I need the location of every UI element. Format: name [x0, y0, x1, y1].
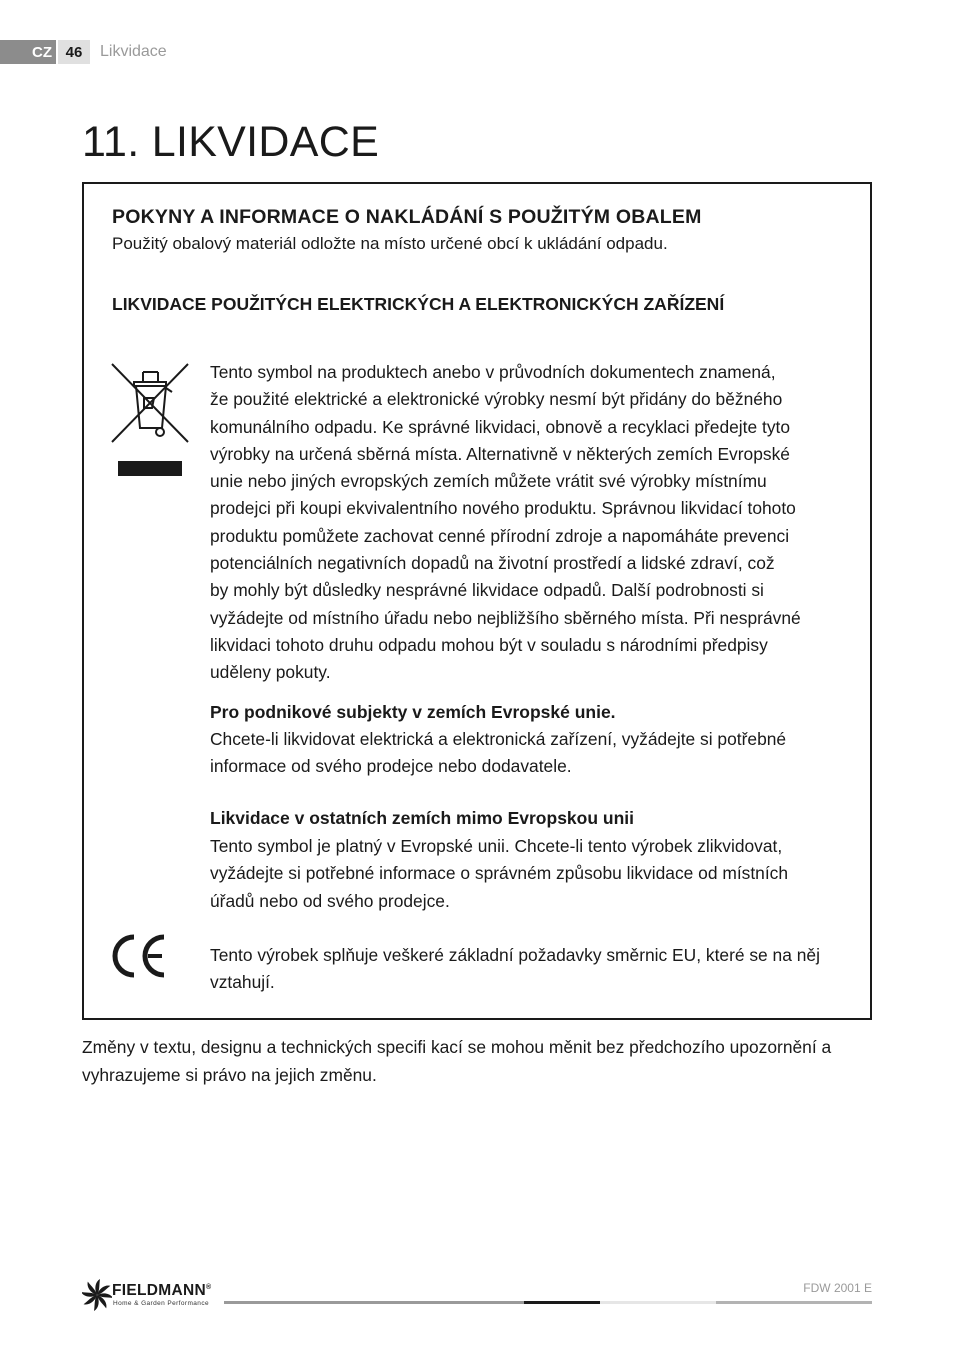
- packaging-text: Použitý obalový materiál odložte na místo určené obcí k ukládání odpadu.: [112, 234, 668, 253]
- footer-rule-segment: [524, 1301, 600, 1304]
- page-header: [0, 40, 167, 64]
- footer-rule-segment: [716, 1301, 872, 1304]
- section-name: Likvidace: [100, 43, 167, 60]
- footer-rule-segment: [224, 1301, 524, 1304]
- fan-leaf-icon: [82, 1278, 112, 1312]
- changes-disclaimer: Změny v textu, designu a technických specifi kací se mohou měnit bez předchozího upozornění a vyhrazujeme si právo na jejich změnu.: [82, 1037, 832, 1085]
- ce-mark-icon: [110, 932, 170, 980]
- disposal-info-box: [82, 182, 872, 1020]
- ce-text: Tento výrobek splňuje veškeré základní požadavky směrnic EU, které se na něj vztahují.: [210, 945, 820, 993]
- brand-name: FIELDMANN®: [112, 1282, 212, 1299]
- language-tab: CZ: [0, 40, 56, 64]
- weee-heading: LIKVIDACE POUŽITÝCH ELEKTRICKÝCH A ELEKTRONICKÝCH ZAŘÍZENÍ: [112, 294, 725, 314]
- packaging-heading: POKYNY A INFORMACE O NAKLÁDÁNÍ S POUŽITÝM OBALEM: [112, 206, 702, 228]
- fieldmann-logo: [82, 1278, 222, 1312]
- page-title: 11. LIKVIDACE: [82, 118, 380, 166]
- eu-business-text: Chcete-li likvidovat elektrická a elektronická zařízení, vyžádejte si potřebné informace od svého prodejce nebo dodavatele.: [210, 729, 787, 777]
- weee-text: Tento symbol na produktech anebo v průvodních dokumentech znamená, že použité elektrické a elektronické výrobky nesmí být přidány do běžného komunálního odpadu. Ke správné likvidaci, obnově a recyklaci předejte tyto výrobky na určená sběrná místa. Alternativně v některých zemích Evropské unie nebo jiných evropských zemích můžete vrátit své výrobky místnímu prodejci při koupi ekvivalentního nového produktu. Správnou likvidací tohoto produktu pomůžete zachovat cenné přírodní zdroje a napomáháte prevenci potenciálních negativních dopadů na životní prostředí a lidské zdraví, což by mohly být důsledky nesprávné likvidace odpadů. Další podrobnosti si vyžádejte od místního úřadu nebo nejbližšího sběrného místa. Při nesprávné likvidaci tohoto druhu odpadu mohou být v souladu s národními předpisy uděleny pokuty.: [210, 362, 801, 683]
- crossed-out-wheelie-bin-icon: [110, 362, 190, 476]
- outside-eu-text: Tento symbol je platný v Evropské unii. Chcete-li tento výrobek zlikvidovat, vyžádejte si potřebné informace o správném způsobu likvidace od místních úřadů nebo od svého prodejce.: [210, 836, 789, 911]
- eu-business-heading: Pro podnikové subjekty v zemích Evropské unie.: [210, 702, 616, 722]
- footer-rule-segment: [600, 1301, 716, 1304]
- model-number: FDW 2001 E: [803, 1281, 872, 1295]
- brand-tagline: Home & Garden Performance: [113, 1300, 209, 1307]
- page-number: 46: [58, 40, 90, 64]
- outside-eu-heading: Likvidace v ostatních zemích mimo Evropskou unii: [210, 808, 634, 828]
